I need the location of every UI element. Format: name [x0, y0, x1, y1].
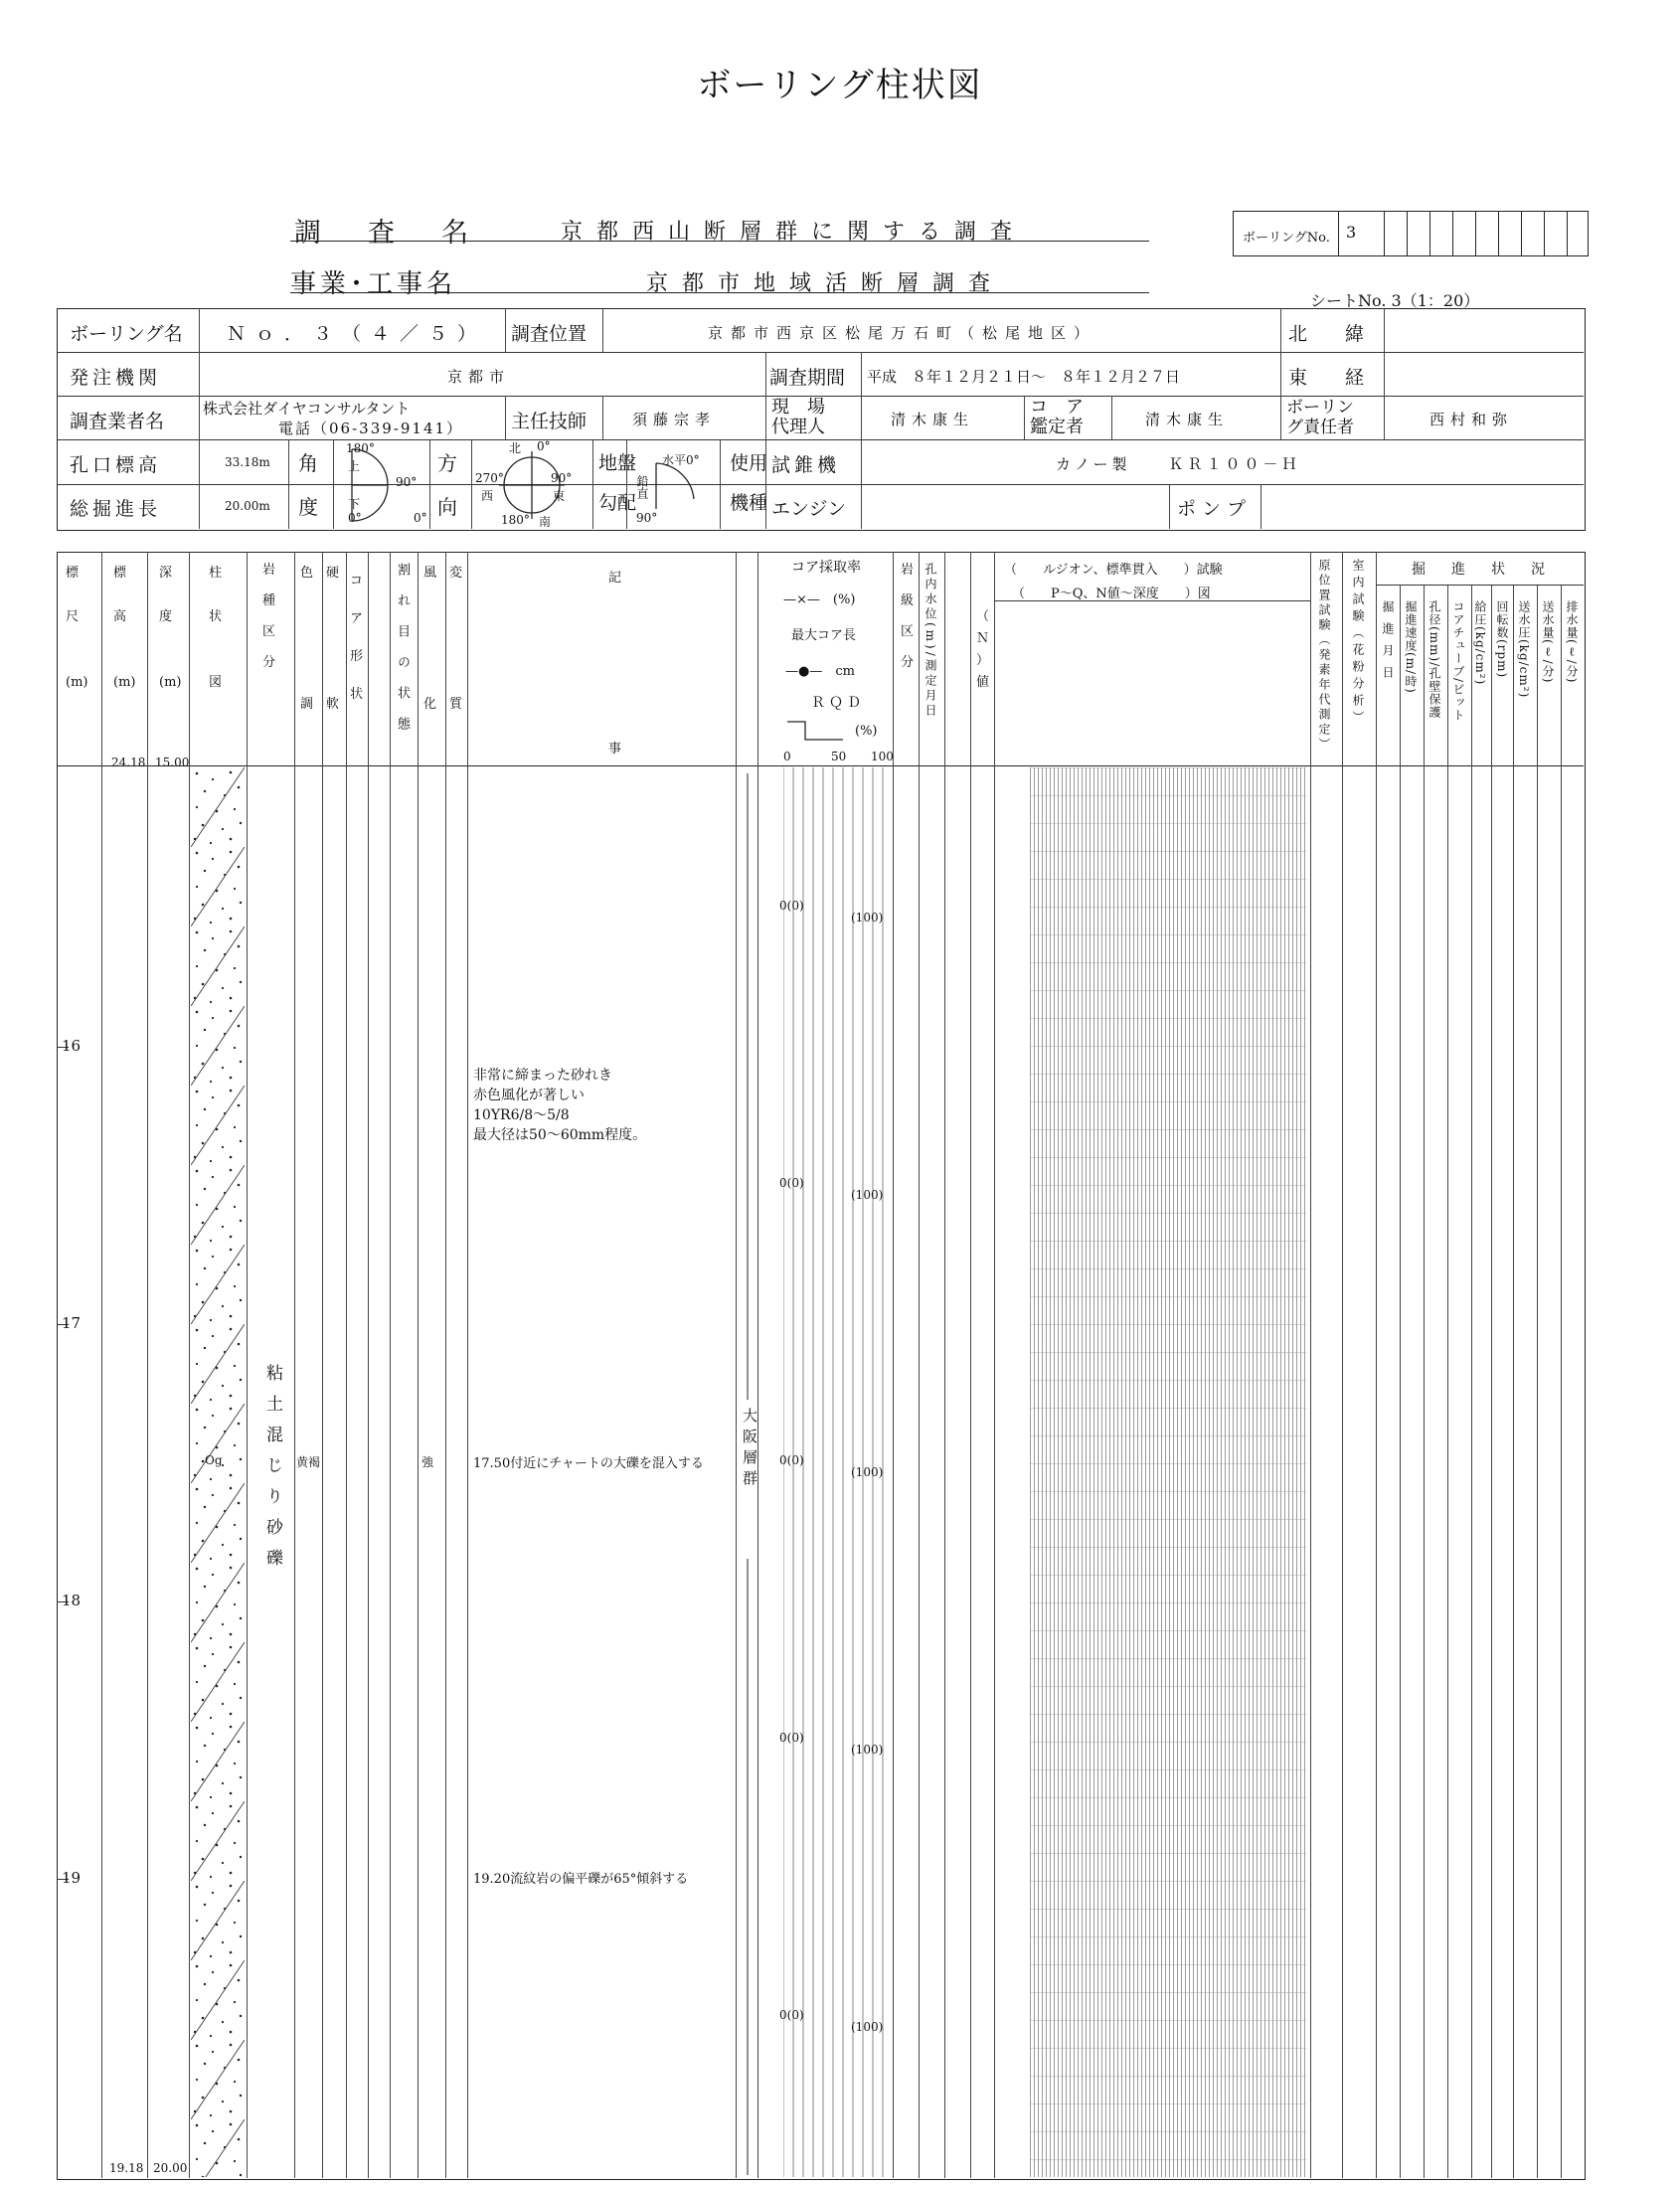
- client: 京都市: [447, 368, 511, 386]
- page-title: ボーリング柱状図: [697, 66, 983, 105]
- scale-100: 100: [871, 750, 894, 763]
- drill: カノー製 ＫＲ１００－Ｈ: [1056, 455, 1301, 473]
- depth-mark-17: 17: [62, 1314, 82, 1332]
- depth-mark-18: 18: [62, 1592, 82, 1609]
- dir-west: 西: [481, 489, 494, 503]
- dir-90: 90°: [551, 471, 573, 485]
- angle-0: 0°: [348, 511, 362, 525]
- dir-south: 南: [539, 515, 552, 529]
- core-examiner: 清木康生: [1145, 411, 1230, 428]
- survey-name-label: 調 査 名: [294, 218, 478, 249]
- contractor-phone: 電話（06-339-9141）: [278, 420, 464, 437]
- col-n-value: （ Ｎ ） 値: [976, 609, 990, 690]
- pump-label: ポンプ: [1177, 498, 1253, 520]
- depth-mark-19: 19: [62, 1869, 82, 1887]
- col-progress: 掘 進 状 況: [1412, 562, 1551, 578]
- col-speed: 掘進速度(m/時): [1404, 600, 1418, 694]
- core-reading-left: 0(0): [779, 1175, 804, 1190]
- col-weathering: 風 化: [423, 566, 437, 712]
- core-reading-right: (100): [851, 910, 884, 925]
- client-label: 発注機関: [70, 367, 162, 389]
- boring-name-label: ボーリング名: [70, 323, 183, 345]
- boring-no-value: 3: [1346, 223, 1357, 242]
- note-19-20: 19.20流紋岩の偏平礫が65°傾斜する: [473, 1872, 689, 1887]
- formation-bracket-icon: [740, 773, 756, 2175]
- sheet-no: シートNo. 3（1：20）: [1310, 291, 1480, 310]
- col-description-top: 記: [608, 571, 622, 586]
- angle-180: 180°: [346, 441, 375, 455]
- rqd-step-icon: [785, 720, 845, 744]
- boring-no-label: ボーリングNo.: [1243, 231, 1330, 246]
- col-rqd: ＲＱＤ: [811, 695, 865, 711]
- location: 京都市西京区松尾万石町（松尾地区）: [708, 324, 1097, 342]
- contractor: 株式会社ダイヤコンサルタント: [203, 400, 411, 418]
- top-elevation: 24.18: [111, 756, 146, 769]
- col-depth: 深 度 (m): [159, 566, 182, 690]
- slope-90: 90°: [636, 511, 658, 525]
- bottom-depth: 20.00: [153, 2161, 188, 2175]
- col-core-rate-unit: —×— (%): [783, 592, 856, 607]
- col-test-sub: （ P～Q、N値～深度 ）図: [1012, 587, 1211, 601]
- col-rock-class: 岩 級 区 分: [901, 563, 915, 670]
- core-reading-right: (100): [851, 1742, 884, 1757]
- chief-engineer: 須藤宗孝: [632, 411, 717, 428]
- survey-name: 京都西山断層群に関する調査: [561, 220, 1027, 245]
- core-reading-right: (100): [851, 1187, 884, 1202]
- description-line: 10YR6/8～5/8: [473, 1107, 570, 1123]
- dir-180: 180°: [501, 513, 530, 527]
- col-rotation: 回転数(rpm): [1495, 600, 1509, 679]
- description-line: 非常に締まった砂れき: [473, 1068, 612, 1084]
- chief-engineer-label: 主任技師: [511, 411, 588, 432]
- drill-label: 試錐機: [771, 454, 841, 476]
- col-water-level: 孔内水位(m)/測定月日: [924, 563, 937, 719]
- boring-chief: 西村和弥: [1429, 411, 1514, 428]
- period: 平成 ８年１２月２１日～ ８年１２月２７日: [867, 368, 1181, 386]
- col-color: 色 調: [300, 566, 314, 712]
- col-description-bottom: 事: [608, 742, 622, 757]
- scale-0: 0: [783, 750, 791, 763]
- project-name: 京都市地域活断層調査: [646, 271, 1005, 296]
- dir-north: 北: [509, 441, 522, 455]
- col-max-core: 最大コア長: [791, 628, 857, 643]
- col-column: 柱 状 図: [209, 566, 223, 690]
- boring-chief-label: ボーリン グ責任者: [1286, 398, 1354, 437]
- col-drainage: 排水量(ℓ/分): [1565, 600, 1579, 684]
- note-17-50: 17.50付近にチャートの大礫を混入する: [473, 1456, 704, 1471]
- depth-mark-16: 16: [62, 1037, 82, 1055]
- dir-270: 270°: [475, 471, 504, 485]
- col-insitu: 原位置試験（発素年代測定）: [1317, 559, 1331, 753]
- angle-down: 下: [348, 497, 361, 511]
- core-reading-left: 0(0): [779, 1452, 804, 1467]
- col-date: 掘進月日: [1381, 600, 1395, 688]
- color-value: 黄褐: [296, 1455, 321, 1469]
- weathering-value: 強: [421, 1455, 434, 1469]
- col-core-rate: コア採取率: [791, 560, 861, 576]
- project-name-label: 事業･工事名: [290, 269, 457, 299]
- description-line: 最大径は50～60mm程度。: [473, 1127, 647, 1143]
- angle-90: 90°: [396, 475, 418, 489]
- dir-east: 東: [553, 489, 566, 503]
- total-length-label: 総掘進長: [70, 498, 162, 520]
- equipment-label: 使用 機種: [730, 452, 768, 514]
- location-label: 調査位置: [511, 323, 588, 345]
- col-pump-pressure: 送水圧(kg/cm²): [1517, 600, 1531, 699]
- angle-up: 上: [348, 459, 361, 473]
- core-reading-left: 0(0): [779, 898, 804, 913]
- east-longitude-label: 東 経: [1288, 367, 1365, 389]
- core-examiner-label: コ ア 鑑定者: [1030, 397, 1084, 437]
- col-pump-quantity: 送水量(ℓ/分): [1541, 600, 1555, 684]
- rock-name: 粘土混じり砂礫: [262, 1364, 282, 1580]
- col-bore: 孔径(mm)/孔壁保護: [1428, 600, 1441, 720]
- col-rock: 岩 種 区 分: [262, 563, 276, 670]
- col-lab: 室内試験（花粉分析）: [1351, 559, 1365, 728]
- slope-label: 地盤 勾配: [598, 452, 637, 514]
- col-test-top: （ ルジオン、標準貫入 ）試験: [1004, 563, 1223, 578]
- compass-icon: [497, 447, 567, 523]
- formation: 大阪層群: [741, 1408, 758, 1491]
- col-crack: 割れ目の状態: [395, 563, 410, 748]
- north-latitude-label: 北 緯: [1288, 323, 1365, 345]
- angle-zero: 0°: [414, 511, 427, 525]
- site-agent-label: 現 場 代理人: [771, 397, 825, 437]
- col-core-shape: コ ア 形 状: [350, 574, 364, 702]
- core-reading-right: (100): [851, 1464, 884, 1479]
- top-depth: 15.00: [155, 756, 190, 769]
- core-reading-right: (100): [851, 2019, 884, 2034]
- angle-label: 角 度: [298, 451, 318, 519]
- total-length: 20.00m: [225, 499, 270, 513]
- col-rqd-unit: (%): [855, 724, 878, 739]
- core-reading-left: 0(0): [779, 1730, 804, 1745]
- site-agent: 清木康生: [891, 411, 975, 428]
- col-max-core-unit: —●— cm: [785, 664, 855, 679]
- core-reading-left: 0(0): [779, 2007, 804, 2022]
- gravel-column-pattern: [191, 767, 245, 2177]
- col-scale: 標 尺 (m): [66, 566, 88, 690]
- elevation: 33.18m: [225, 455, 270, 469]
- slope-vertical: 鉛直: [635, 475, 649, 499]
- col-alteration: 変 質: [449, 566, 463, 712]
- description-line: 赤色風化が著しい: [473, 1088, 585, 1103]
- scale-50: 50: [831, 750, 847, 763]
- period-label: 調査期間: [769, 367, 846, 389]
- col-tube: コアチューブ/ビット: [1451, 600, 1465, 723]
- slope-horizontal: 水平0°: [662, 453, 700, 467]
- engine-label: エンジン: [771, 498, 847, 520]
- direction-label: 方 向: [437, 451, 457, 519]
- col-feed: 給圧(kg/cm²): [1473, 600, 1487, 686]
- boring-name: Ｎｏ．３（４／５）: [227, 323, 487, 345]
- elevation-label: 孔口標高: [70, 454, 162, 476]
- description-lines: [473, 1066, 646, 1145]
- dir-0: 0°: [537, 439, 551, 453]
- col-hardness: 硬 軟: [326, 566, 340, 712]
- test-grid: [1030, 767, 1306, 2177]
- rock-code: Og: [205, 1453, 223, 1467]
- bottom-elevation: 19.18: [109, 2161, 144, 2175]
- col-elevation: 標 高 (m): [113, 566, 136, 690]
- contractor-label: 調査業者名: [70, 411, 165, 432]
